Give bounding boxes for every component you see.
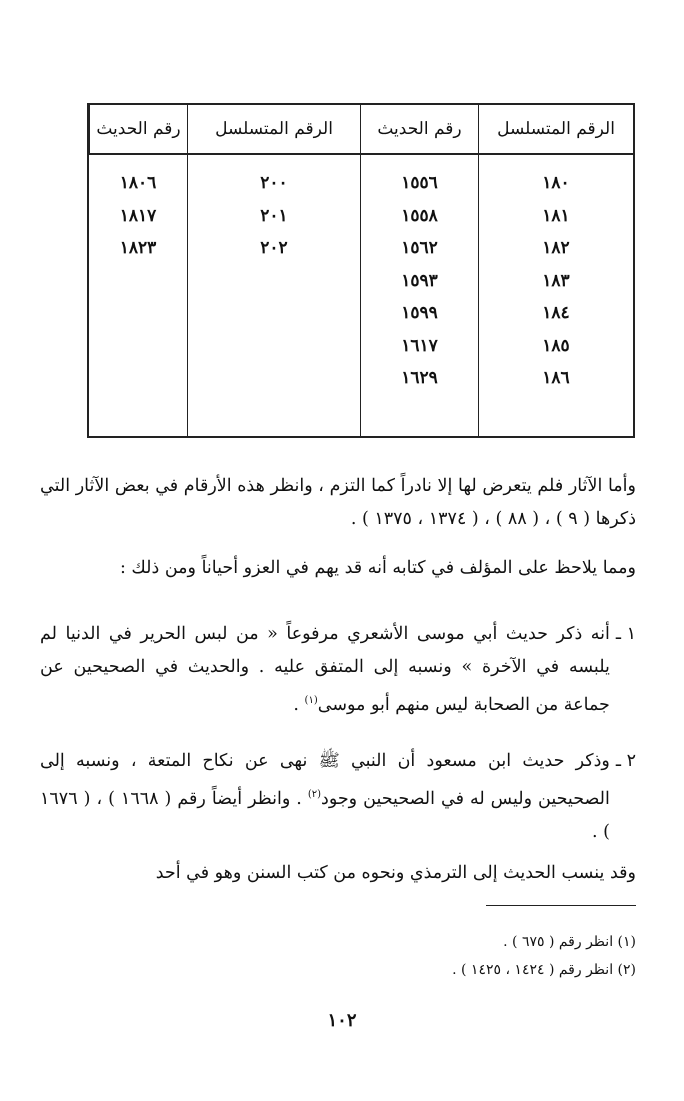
table-cell: ١٨٤ — [542, 303, 570, 323]
paragraph-athar: وأما الآثار فلم يتعرض لها إلا نادراً كما التزم ، وانظر هذه الأرقام في بعض الآثار التي ذكرها ( ٩ ) ، ( ٨٨ ) ، ( ١٣٧٤ ، ١٣٧٥ ) . — [40, 476, 636, 529]
list-marker: ٢ ـ — [615, 751, 636, 771]
paragraph-tirmidhi: وقد ينسب الحديث إلى الترمذي ونحوه من كتب السنن وهو في أحد — [155, 863, 636, 883]
table-cell: ١٦٢٩ — [401, 368, 438, 388]
list-item-text: وذكر حديث ابن مسعود أن النبي ﷺ نهى عن نكاح المتعة ، ونسبه إلى الصحيحين وليس له في الصحيحين وجود — [40, 751, 610, 809]
table-column-serial-2 — [187, 155, 360, 436]
table-cell: ١٨١ — [542, 205, 570, 226]
table-header-serial-2: الرقم المتسلسل — [187, 105, 360, 155]
footnote-divider — [486, 905, 636, 906]
table-column-serial-1 — [478, 155, 633, 436]
table-cell: ١٨٣ — [542, 270, 570, 291]
table-cell: ٢٠١ — [260, 205, 288, 226]
list-item-end: . وانظر أيضاً رقم ( ١٦٦٨ ) ، ( ١٦٧٦ ) . — [40, 788, 610, 842]
table-cell: ١٨٠ — [542, 173, 570, 193]
list-item-text: أنه ذكر حديث أبي موسى الأشعري مرفوعاً « من لبس الحرير في الدنيا لم يلبسه في الآخرة » ونسبه إلى المتفق عليه . والحديث في الصحيحين عن جماعة من الصحابة ليس منهم أبو موسى — [40, 624, 610, 715]
list-item-1 — [40, 618, 636, 722]
paragraph-observations: ومما يلاحظ على المؤلف في كتابه أنه قد يهم في العزو أحياناً ومن ذلك : — [119, 558, 636, 578]
table-column-hadith-2 — [89, 155, 187, 436]
table-cell: ١٥٦٢ — [401, 238, 438, 258]
page-number: ١٠٢ — [327, 1010, 357, 1031]
table-cell: ١٥٥٨ — [401, 205, 438, 226]
table-header-serial-1: الرقم المتسلسل — [478, 105, 633, 155]
table-cell: ١٨٢ — [542, 238, 570, 258]
table-cell: ١٥٩٣ — [401, 270, 438, 291]
footnote-2: (٢) انظر رقم ( ١٤٢٤ ، ١٤٢٥ ) . — [452, 962, 636, 978]
footnote-1: (١) انظر رقم ( ٦٧٥ ) . — [503, 934, 636, 950]
list-item-2 — [40, 745, 636, 849]
table-header-hadith-1: رقم الحديث — [360, 105, 478, 155]
table-column-hadith-1 — [360, 155, 478, 436]
hadith-number-table — [87, 103, 635, 438]
table-cell: ١٨٢٣ — [119, 238, 157, 258]
table-cell: ١٨١٧ — [119, 205, 157, 226]
list-marker: ١ ـ — [615, 624, 636, 644]
table-cell: ١٥٩٩ — [401, 303, 438, 323]
table-cell: ١٦١٧ — [401, 335, 438, 356]
table-cell: ١٨٠٦ — [119, 173, 157, 193]
table-cell: ١٨٥ — [542, 335, 570, 356]
table-cell: ٢٠٢ — [260, 238, 288, 258]
table-header-hadith-2: رقم الحديث — [89, 105, 187, 155]
footnote-ref-1[interactable]: (١) — [304, 695, 318, 706]
table-cell: ١٨٦ — [542, 368, 570, 388]
list-item-end: . — [293, 694, 305, 715]
footnote-ref-2[interactable]: (٢) — [307, 789, 322, 800]
table-cell: ٢٠٠ — [260, 173, 288, 193]
table-cell: ١٥٥٦ — [401, 173, 438, 193]
